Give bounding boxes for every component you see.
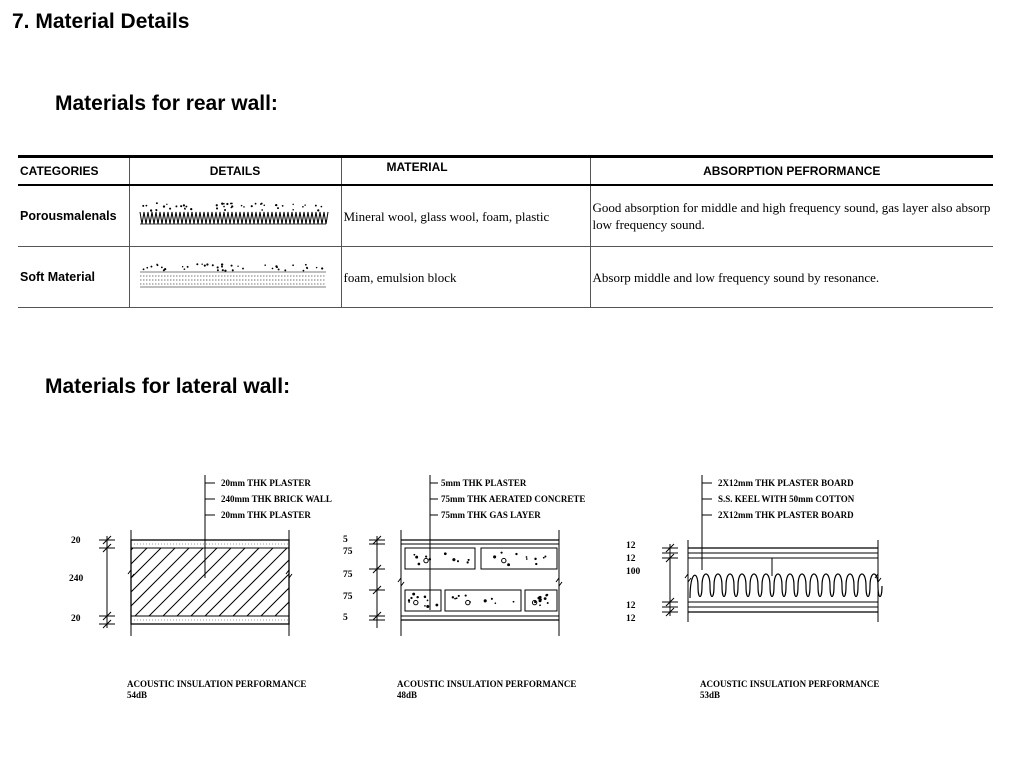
dimension-label: 20: [71, 614, 81, 624]
dimension-label: 12: [626, 554, 636, 564]
layer-label: 2X12mm THK PLASTER BOARD: [718, 478, 854, 488]
dimension-label: 75: [343, 547, 353, 557]
rear-wall-heading: Materials for rear wall:: [55, 92, 278, 115]
dimension-label: 12: [626, 541, 636, 551]
dimension-label: 75: [343, 570, 353, 580]
performance-value: 53dB: [700, 690, 721, 700]
plaster-board-drawing: [620, 470, 910, 710]
dimension-label: 20: [71, 536, 81, 546]
materials-table: [18, 155, 993, 308]
table-row: [18, 185, 993, 247]
row-category: Soft Material: [18, 247, 129, 308]
header-material: MATERIAL: [341, 157, 590, 186]
dimension-label: 12: [626, 614, 636, 624]
dimension-label: 5: [343, 613, 348, 623]
row-details: [129, 185, 341, 247]
brick-wall-section: [65, 470, 345, 715]
performance-label: ACOUSTIC INSULATION PERFORMANCE: [700, 679, 880, 689]
layer-label: 75mm THK AERATED CONCRETE: [441, 494, 586, 504]
dimension-label: 75: [343, 592, 353, 602]
lateral-wall-heading: Materials for lateral wall:: [45, 375, 291, 398]
layer-label: 20mm THK PLASTER: [221, 510, 311, 520]
row-performance: Good absorption for middle and high frequency sound, gas layer also absorp low frequency sound.: [590, 185, 993, 247]
header-absorption: ABSORPTION PEFRORMANCE: [590, 157, 993, 186]
layer-label: 2X12mm THK PLASTER BOARD: [718, 510, 854, 520]
performance-label: ACOUSTIC INSULATION PERFORMANCE: [397, 679, 577, 689]
porous-pattern-icon: [132, 200, 332, 232]
header-categories: CATEGORIES: [18, 157, 129, 186]
layer-label: 240mm THK BRICK WALL: [221, 494, 332, 504]
row-performance: Absorp middle and low frequency sound by resonance.: [590, 247, 993, 308]
layer-label: 75mm THK GAS LAYER: [441, 510, 541, 520]
performance-label: ACOUSTIC INSULATION PERFORMANCE: [127, 679, 307, 689]
layer-label: 20mm THK PLASTER: [221, 478, 311, 488]
dimension-label: 5: [343, 535, 348, 545]
header-details: DETAILS: [129, 157, 341, 186]
row-material: Mineral wool, glass wool, foam, plastic: [341, 185, 590, 247]
plaster-board-section: [620, 470, 910, 715]
brick-wall-drawing: [65, 470, 345, 710]
dimension-label: 12: [626, 601, 636, 611]
dimension-label: 240: [69, 574, 84, 584]
table-header-row: [18, 157, 993, 186]
row-category: Porousmalenals: [18, 185, 129, 247]
performance-value: 54dB: [127, 690, 148, 700]
soft-material-pattern-icon: [132, 261, 332, 293]
row-details: [129, 247, 341, 308]
table-row: [18, 247, 993, 308]
row-material: foam, emulsion block: [341, 247, 590, 308]
layer-label: S.S. KEEL WITH 50mm COTTON: [718, 494, 855, 504]
page-title: 7. Material Details: [12, 10, 190, 33]
aerated-concrete-section: [335, 470, 615, 715]
dimension-label: 100: [626, 567, 641, 577]
layer-label: 5mm THK PLASTER: [441, 478, 527, 488]
performance-value: 48dB: [397, 690, 418, 700]
aerated-concrete-drawing: [335, 470, 615, 710]
